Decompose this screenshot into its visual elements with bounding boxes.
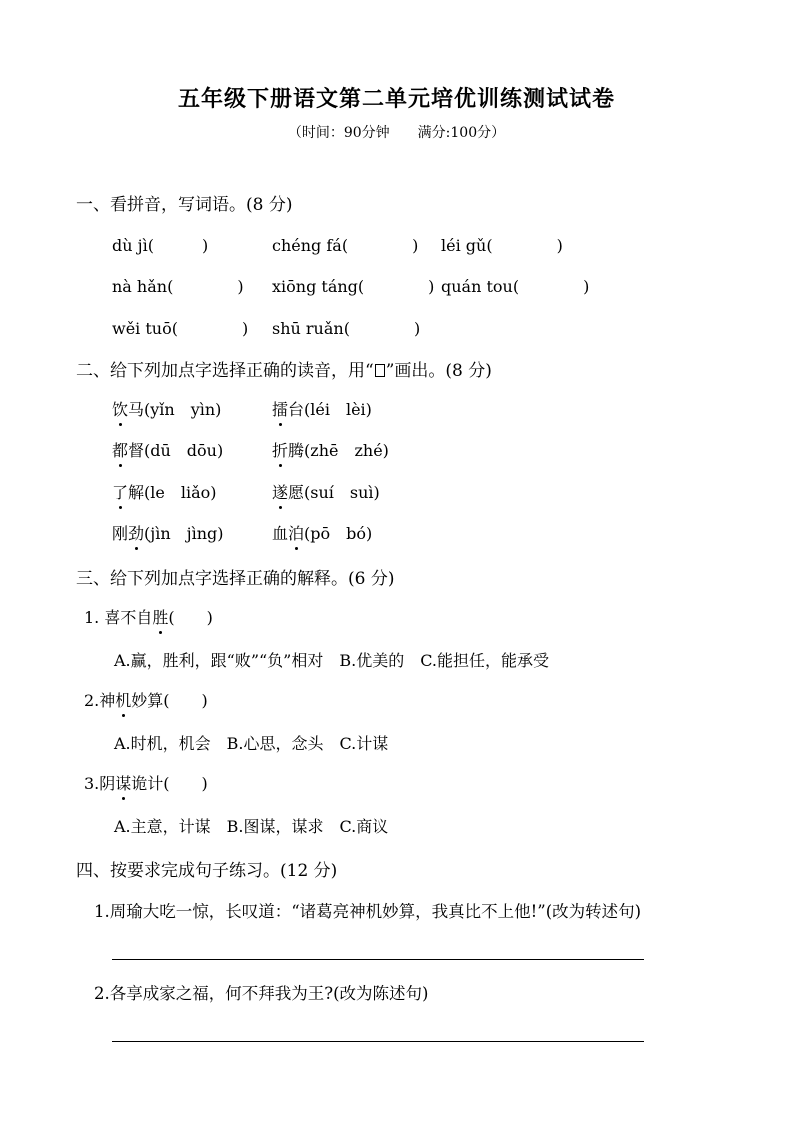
dotted-char: 饮 — [112, 397, 128, 420]
page-subtitle: （时间：90分钟 满分:100分） — [287, 125, 506, 141]
answer-line[interactable] — [112, 959, 644, 960]
dotted-char: 泊 — [288, 521, 304, 544]
pinyin-item: léi gǔ( ) — [441, 236, 563, 255]
dotted-char: 胜 — [152, 605, 168, 628]
question-3-3: 3.阴谋诡计( ) — [84, 771, 208, 794]
pinyin-item: wěi tuō( ) — [112, 319, 249, 338]
dotted-char: 擂 — [272, 397, 288, 420]
dotted-char: 都 — [112, 438, 128, 461]
question-3-1-options: A.赢，胜利，跟“败”“负”相对 B.优美的 C.能担任，能承受 — [114, 651, 549, 670]
question-3-3-options: A.主意，计谋 B.图谋，谋求 C.商议 — [114, 817, 389, 836]
pinyin-item: dù jì( ) — [112, 236, 209, 255]
section-3-heading: 三、给下列加点字选择正确的解释。(6 分) — [76, 569, 395, 589]
dotted-char: 劲 — [128, 521, 144, 544]
question-4-2: 2.各享成家之福，何不拜我为王?(改为陈述句) — [94, 984, 429, 1003]
page-title: 五年级下册语文第二单元培优训练测试试卷 — [177, 86, 615, 112]
question-3-2-options: A.时机，机会 B.心思，念头 C.计谋 — [114, 734, 389, 753]
reading-item: 遂愿(suí suì) — [272, 480, 380, 503]
dotted-char: 遂 — [272, 480, 288, 503]
section-2-heading-part1: 二、给下列加点字选择正确的读音，用“ — [76, 361, 374, 381]
pinyin-item: chéng fá( ) — [272, 236, 419, 255]
reading-item: 了解(le liǎo) — [112, 480, 217, 503]
square-box-icon — [375, 364, 385, 377]
answer-line[interactable] — [112, 1041, 644, 1042]
reading-item: 折腾(zhē zhé) — [272, 438, 389, 461]
dotted-char: 了 — [112, 480, 128, 503]
reading-item: 血泊(pō bó) — [272, 521, 372, 544]
section-4-heading: 四、按要求完成句子练习。(12 分) — [76, 861, 338, 881]
pinyin-item: quán tou( ) — [441, 277, 590, 296]
reading-item: 都督(dū dōu) — [112, 438, 223, 461]
section-2-heading — [76, 356, 492, 381]
section-2-heading-part2: ”画出。(8 分) — [385, 361, 492, 381]
section-1-heading: 一、看拼音，写词语。(8 分) — [76, 195, 293, 215]
dotted-char: 谋 — [115, 771, 131, 794]
pinyin-item: xiōng táng( ) — [272, 277, 435, 296]
reading-item: 擂台(léi lèi) — [272, 397, 372, 420]
dotted-char: 折 — [272, 438, 288, 461]
pinyin-item: shū ruǎn( ) — [272, 319, 421, 338]
reading-item: 饮马(yǐn yìn) — [112, 397, 221, 420]
reading-item: 刚劲(jìn jìng) — [112, 521, 224, 544]
pinyin-item: nà hǎn( ) — [112, 277, 244, 296]
question-4-1: 1.周瑜大吃一惊，长叹道：“诸葛亮神机妙算，我真比不上他!”(改为转述句) — [94, 902, 642, 921]
dotted-char: 机 — [115, 688, 131, 711]
question-3-1: 1. 喜不自胜( ) — [84, 605, 213, 628]
question-3-2: 2.神机妙算( ) — [84, 688, 208, 711]
